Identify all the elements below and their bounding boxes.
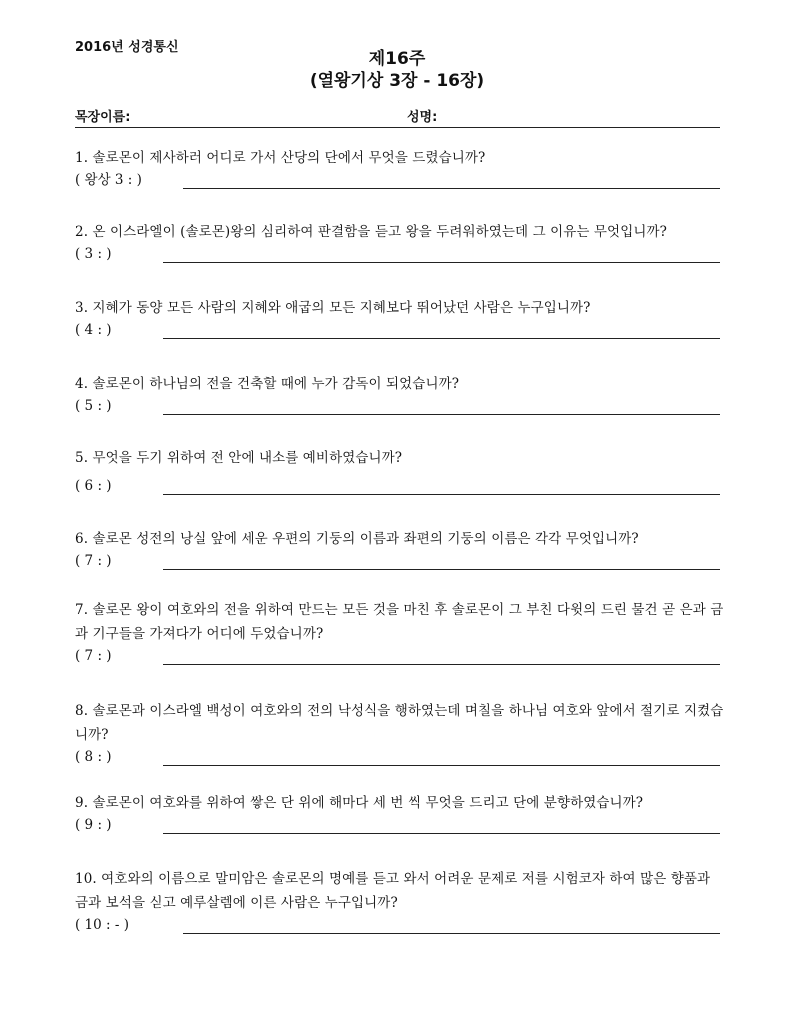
verse-reference: ( 5 : ) — [75, 398, 112, 414]
question-text: 7. 솔로몬 왕이 여호와의 전을 위하여 만드는 모든 것을 마친 후 솔로몬이 그 부친 다윗의 드린 물건 곧 은과 금과 기구들을 가져다가 어디에 두었습니까? — [75, 602, 724, 642]
answer-row — [75, 552, 725, 572]
verse-reference: ( 8 : ) — [75, 749, 112, 765]
question-text: 2. 온 이스라엘이 (솔로몬)왕의 심리하여 판결함을 듣고 왕을 두려워하였는데 그 이유는 무엇입니까? — [75, 224, 667, 240]
answer-line[interactable] — [183, 188, 720, 189]
answer-line[interactable] — [163, 494, 720, 495]
answer-line[interactable] — [163, 833, 720, 834]
question-1 — [75, 146, 725, 191]
info-row — [75, 110, 720, 128]
question-4 — [75, 372, 725, 417]
answer-row — [75, 647, 725, 667]
question-text: 4. 솔로몬이 하나님의 전을 건축할 때에 누가 감독이 되었습니까? — [75, 376, 460, 392]
title-block — [0, 48, 794, 92]
week-title: 제16주 — [368, 49, 426, 69]
question-3 — [75, 296, 725, 341]
answer-line[interactable] — [163, 664, 720, 665]
answer-row — [75, 916, 725, 936]
question-8 — [75, 699, 725, 768]
answer-line[interactable] — [163, 338, 720, 339]
question-9 — [75, 791, 725, 836]
verse-reference: ( 9 : ) — [75, 817, 112, 833]
answer-row — [75, 816, 725, 836]
question-text: 5. 무엇을 두기 위하여 전 안에 내소를 예비하였습니까? — [75, 450, 403, 466]
answer-line[interactable] — [183, 933, 720, 934]
question-text: 10. 여호와의 이름으로 말미암은 솔로몬의 명예를 듣고 와서 어려운 문제로 저를 시험코자 하여 많은 향품과 금과 보석을 싣고 예루살렘에 이른 사람은 누구입니까? — [75, 871, 711, 911]
question-10 — [75, 867, 725, 936]
question-5 — [75, 446, 725, 497]
answer-row — [75, 245, 725, 265]
answer-row — [75, 477, 725, 497]
answer-line[interactable] — [163, 569, 720, 570]
chapter-range: (열왕기상 3장 - 16장) — [309, 71, 485, 91]
question-7 — [75, 598, 725, 667]
question-text: 8. 솔로몬과 이스라엘 백성이 여호와의 전의 낙성식을 행하였는데 며칠을 하나님 여호와 앞에서 절기로 지켰습니까? — [75, 703, 724, 743]
group-name-label: 목장이름: — [75, 110, 131, 125]
question-text: 6. 솔로몬 성전의 낭실 앞에 세운 우편의 기둥의 이름과 좌편의 기둥의 이름은 각각 무엇입니까? — [75, 531, 639, 547]
verse-reference: ( 6 : ) — [75, 478, 112, 494]
verse-reference: ( 7 : ) — [75, 553, 112, 569]
answer-row — [75, 321, 725, 341]
answer-row — [75, 171, 725, 191]
question-text: 9. 솔로몬이 여호와를 위하여 쌓은 단 위에 해마다 세 번 씩 무엇을 드리고 단에 분향하였습니까? — [75, 795, 644, 811]
question-6 — [75, 527, 725, 572]
question-text: 3. 지혜가 동양 모든 사람의 지혜와 애굽의 모든 지혜보다 뛰어났던 사람은 누구입니까? — [75, 300, 591, 316]
signature-label: 성명: — [407, 110, 438, 125]
verse-reference: ( 왕상 3 : ) — [75, 172, 142, 188]
answer-row — [75, 748, 725, 768]
question-2 — [75, 220, 725, 265]
answer-line[interactable] — [163, 262, 720, 263]
verse-reference: ( 3 : ) — [75, 246, 112, 262]
answer-line[interactable] — [163, 765, 720, 766]
verse-reference: ( 4 : ) — [75, 322, 112, 338]
header-label: 2016년 성경통신 — [75, 40, 179, 55]
answer-line[interactable] — [163, 414, 720, 415]
verse-reference: ( 7 : ) — [75, 648, 112, 664]
question-text: 1. 솔로몬이 제사하러 어디로 가서 산당의 단에서 무엇을 드렸습니까? — [75, 150, 486, 166]
verse-reference: ( 10 : - ) — [75, 917, 129, 933]
answer-row — [75, 397, 725, 417]
